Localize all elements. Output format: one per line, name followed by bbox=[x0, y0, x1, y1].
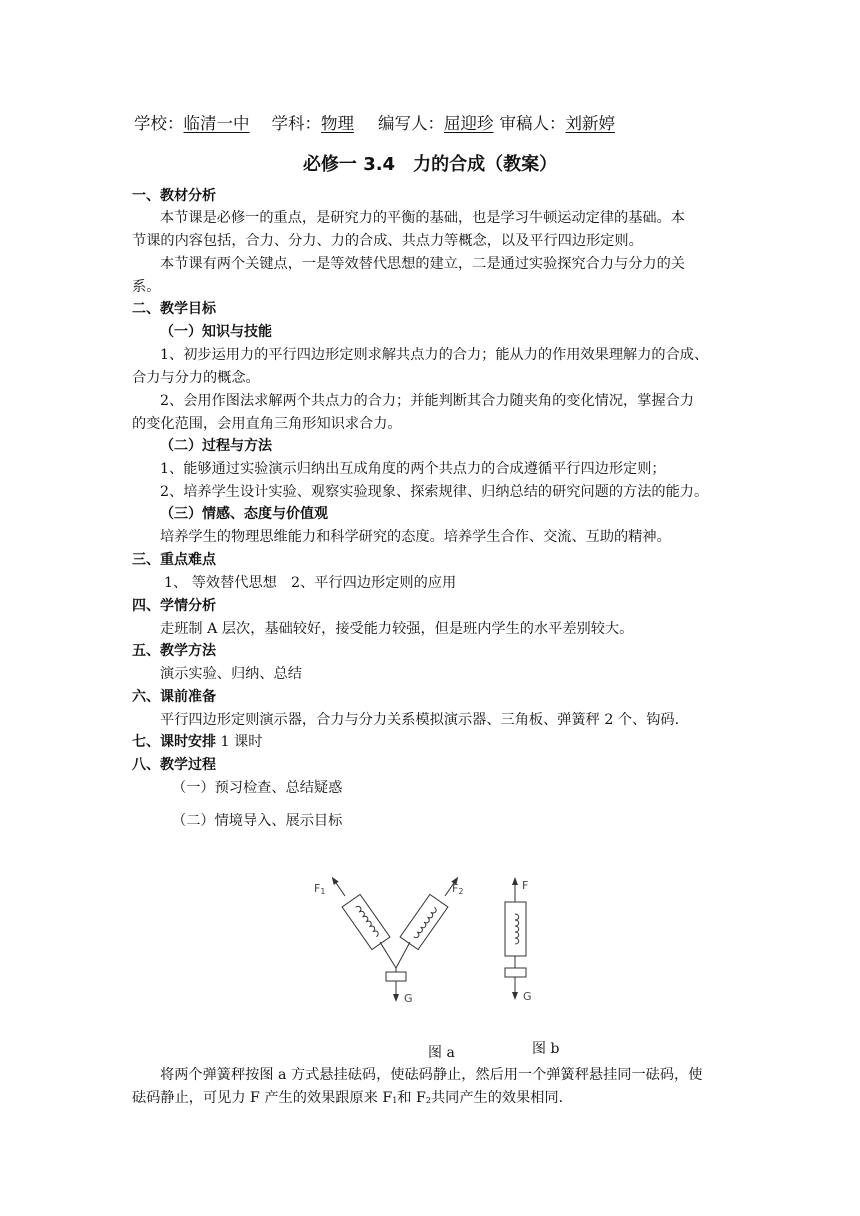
spring-balance-figure bbox=[300, 872, 560, 1062]
s2-subheading-3: （三）情感、态度与价值观 bbox=[160, 506, 328, 522]
subject-name: 物理 bbox=[321, 114, 354, 133]
section-8-heading: 八、教学过程 bbox=[132, 757, 216, 773]
s1-paragraph-2-line-2: 系。 bbox=[132, 279, 161, 295]
s2-subheading-1: （一）知识与技能 bbox=[160, 324, 272, 340]
section-3-heading: 三、重点难点 bbox=[132, 552, 216, 568]
document-header bbox=[134, 110, 615, 134]
s2-knowledge-1-line-2: 合力与分力的概念。 bbox=[132, 370, 260, 386]
label-f2: F2 bbox=[452, 882, 464, 896]
conclusion-line-2: 砝码静止，可见力 F 产生的效果跟原来 $F_1$和 $F_2$共同产生的效果相同. bbox=[132, 1090, 564, 1106]
s3-body: 1、 等效替代思想 2、平行四边形定则的应用 bbox=[164, 575, 457, 591]
label-f: F bbox=[522, 879, 529, 892]
section-6-heading: 六、课前准备 bbox=[132, 689, 216, 705]
author-label: 编写人： bbox=[378, 114, 444, 133]
reviewer-label: 审稿人： bbox=[499, 114, 566, 133]
reviewer-name: 刘新婷 bbox=[565, 114, 615, 133]
s1-paragraph-1-line-2: 节课的内容包括，合力、分力、力的合成、共点力等概念，以及平行四边形定则。 bbox=[132, 233, 643, 249]
s5-body: 演示实验、归纳、总结 bbox=[160, 666, 302, 682]
conclusion-line-1: 将两个弹簧秤按图 a 方式悬挂砝码，使砝码静止，然后用一个弹簧秤悬挂同一砝码，使 bbox=[160, 1067, 703, 1083]
section-4-heading: 四、学情分析 bbox=[132, 598, 216, 614]
s6-body: 平行四边形定则演示器，合力与分力关系模拟演示器、三角板、弹簧秤 2 个、钩码. bbox=[160, 712, 680, 728]
s2-subheading-2: （二）过程与方法 bbox=[160, 438, 272, 454]
school-label: 学校： bbox=[134, 114, 184, 133]
author-name: 屈迎珍 bbox=[444, 114, 494, 133]
s2-method-2: 2、培养学生设计实验、观察实验现象、探索规律、归纳总结的研究问题的方法的能力。 bbox=[160, 484, 709, 500]
label-g-a: G bbox=[404, 992, 413, 1005]
section-2-heading: 二、教学目标 bbox=[132, 301, 216, 317]
single-spring-balance bbox=[505, 879, 529, 996]
right-spring-balance bbox=[396, 880, 456, 968]
label-g-b: G bbox=[523, 990, 532, 1003]
left-spring-balance bbox=[334, 880, 396, 968]
document-title: 必修一 3.4 力的合成（教案） bbox=[302, 154, 558, 175]
section-1-heading: 一、教材分析 bbox=[132, 188, 216, 204]
s8-step-2: （二）情境导入、展示目标 bbox=[172, 813, 343, 829]
caption-a: 图 a bbox=[428, 1045, 455, 1061]
s2-method-1: 1、能够通过实验演示归纳出互成角度的两个共点力的合成遵循平行四边形定则； bbox=[160, 461, 666, 477]
s8-step-1: （一）预习检查、总结疑惑 bbox=[172, 780, 343, 796]
s1-paragraph-1-line-1: 本节课是必修一的重点，是研究力的平衡的基础，也是学习牛顿运动定律的基础。本 bbox=[160, 210, 685, 226]
section-5-heading: 五、教学方法 bbox=[132, 643, 216, 659]
section-7-heading: 七、课时安排 bbox=[132, 734, 216, 750]
s4-body: 走班制 A 层次，基础较好，接受能力较强，但是班内学生的水平差别较大。 bbox=[160, 621, 634, 637]
s2-knowledge-2-line-2: 的变化范围，会用直角三角形知识求合力。 bbox=[132, 416, 402, 432]
s2-knowledge-2-line-1: 2、会用作图法求解两个共点力的合力；并能判断其合力随夹角的变化情况，掌握合力 bbox=[160, 393, 694, 409]
s7-body: 1 课时 bbox=[220, 734, 263, 750]
caption-b: 图 b bbox=[532, 1041, 560, 1057]
label-f1: F1 bbox=[314, 882, 326, 896]
school-name: 临清一中 bbox=[183, 114, 250, 133]
section-7-line bbox=[132, 731, 262, 753]
subject-label: 学科： bbox=[271, 114, 321, 133]
s2-knowledge-1-line-1: 1、初步运用力的平行四边形定则求解共点力的合力；能从力的作用效果理解力的合成、 bbox=[160, 347, 709, 363]
weight-a bbox=[386, 968, 406, 998]
s2-emotion-1: 培养学生的物理思维能力和科学研究的态度。培养学生合作、交流、互助的精神。 bbox=[160, 529, 671, 545]
s1-paragraph-2-line-1: 本节课有两个关键点，一是等效替代思想的建立，二是通过实验探究合力与分力的关 bbox=[160, 256, 685, 272]
